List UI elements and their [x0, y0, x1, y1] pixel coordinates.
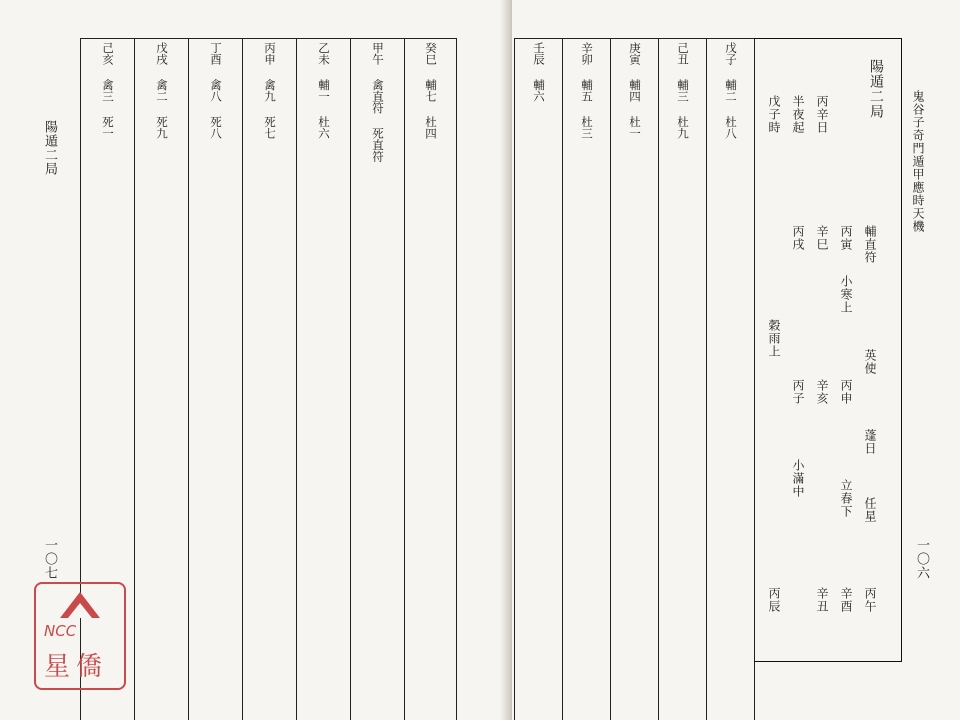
panel-label: 辛巳: [815, 225, 829, 251]
table-cell: 丙申 禽九 死七: [243, 39, 297, 720]
left-side-title: 陽遁二局: [42, 120, 57, 176]
panel-label: 辛亥: [815, 379, 829, 405]
chapter-title: 陽遁二局: [868, 59, 884, 119]
table-cell: 辛卯 輔五 杜三: [563, 39, 611, 720]
intro-line-2: 半夜起: [791, 95, 805, 134]
table-row: [515, 39, 755, 720]
table-cell: 丁酉 禽八 死八: [189, 39, 243, 720]
panel-label: 蓬日: [863, 429, 877, 455]
panel-label: 丙寅: [839, 225, 853, 251]
table-cell: 己丑 輔三 杜九: [659, 39, 707, 720]
solar-term: 立春下: [839, 479, 853, 518]
panel-label: 任星: [863, 497, 877, 523]
right-page-number: 一〇六: [914, 538, 929, 580]
panel-label: 丙子: [791, 379, 805, 405]
solar-term: 小寒上: [839, 275, 853, 314]
left-page-number: 一〇七: [42, 538, 57, 580]
panel-label: 丙辰: [767, 587, 781, 613]
table-row: [81, 39, 457, 720]
table-cell: 己亥 禽三 死一: [81, 39, 135, 720]
panel-label: 丙午: [863, 587, 877, 613]
panel-label: 英使: [863, 349, 877, 375]
chapter-panel: [754, 38, 902, 662]
table-cell: 乙未 輔一 杜六: [297, 39, 351, 720]
table-cell: 戊子 輔二 杜八: [707, 39, 755, 720]
solar-term: 小滿中: [791, 459, 805, 498]
intro-line-3: 戊子時: [767, 95, 781, 134]
publisher-stamp: [34, 582, 126, 690]
table-cell: 壬辰 輔六: [515, 39, 563, 720]
table-cell: 戊戌 禽二 死九: [135, 39, 189, 720]
panel-label: 丙申: [839, 379, 853, 405]
panel-label: 辛酉: [839, 587, 853, 613]
intro-line-1: 丙辛日: [815, 95, 829, 134]
right-page: [512, 0, 960, 720]
stamp-bottom-text: 星僑: [44, 652, 109, 682]
panel-label: 輔直符: [863, 225, 877, 264]
table-cell: 癸巳 輔七 杜四: [405, 39, 457, 720]
panel-label: 辛丑: [815, 587, 829, 613]
left-table: [80, 38, 457, 720]
right-table: [514, 38, 755, 720]
book-title: 鬼谷子奇門遁甲應時天機: [911, 90, 925, 233]
solar-term: 穀雨上: [767, 319, 781, 358]
table-cell: 庚寅 輔四 杜一: [611, 39, 659, 720]
table-cell: 甲午 禽直符 死直符: [351, 39, 405, 720]
panel-label: 丙戌: [791, 225, 805, 251]
stamp-top-text: NCC: [44, 622, 77, 640]
